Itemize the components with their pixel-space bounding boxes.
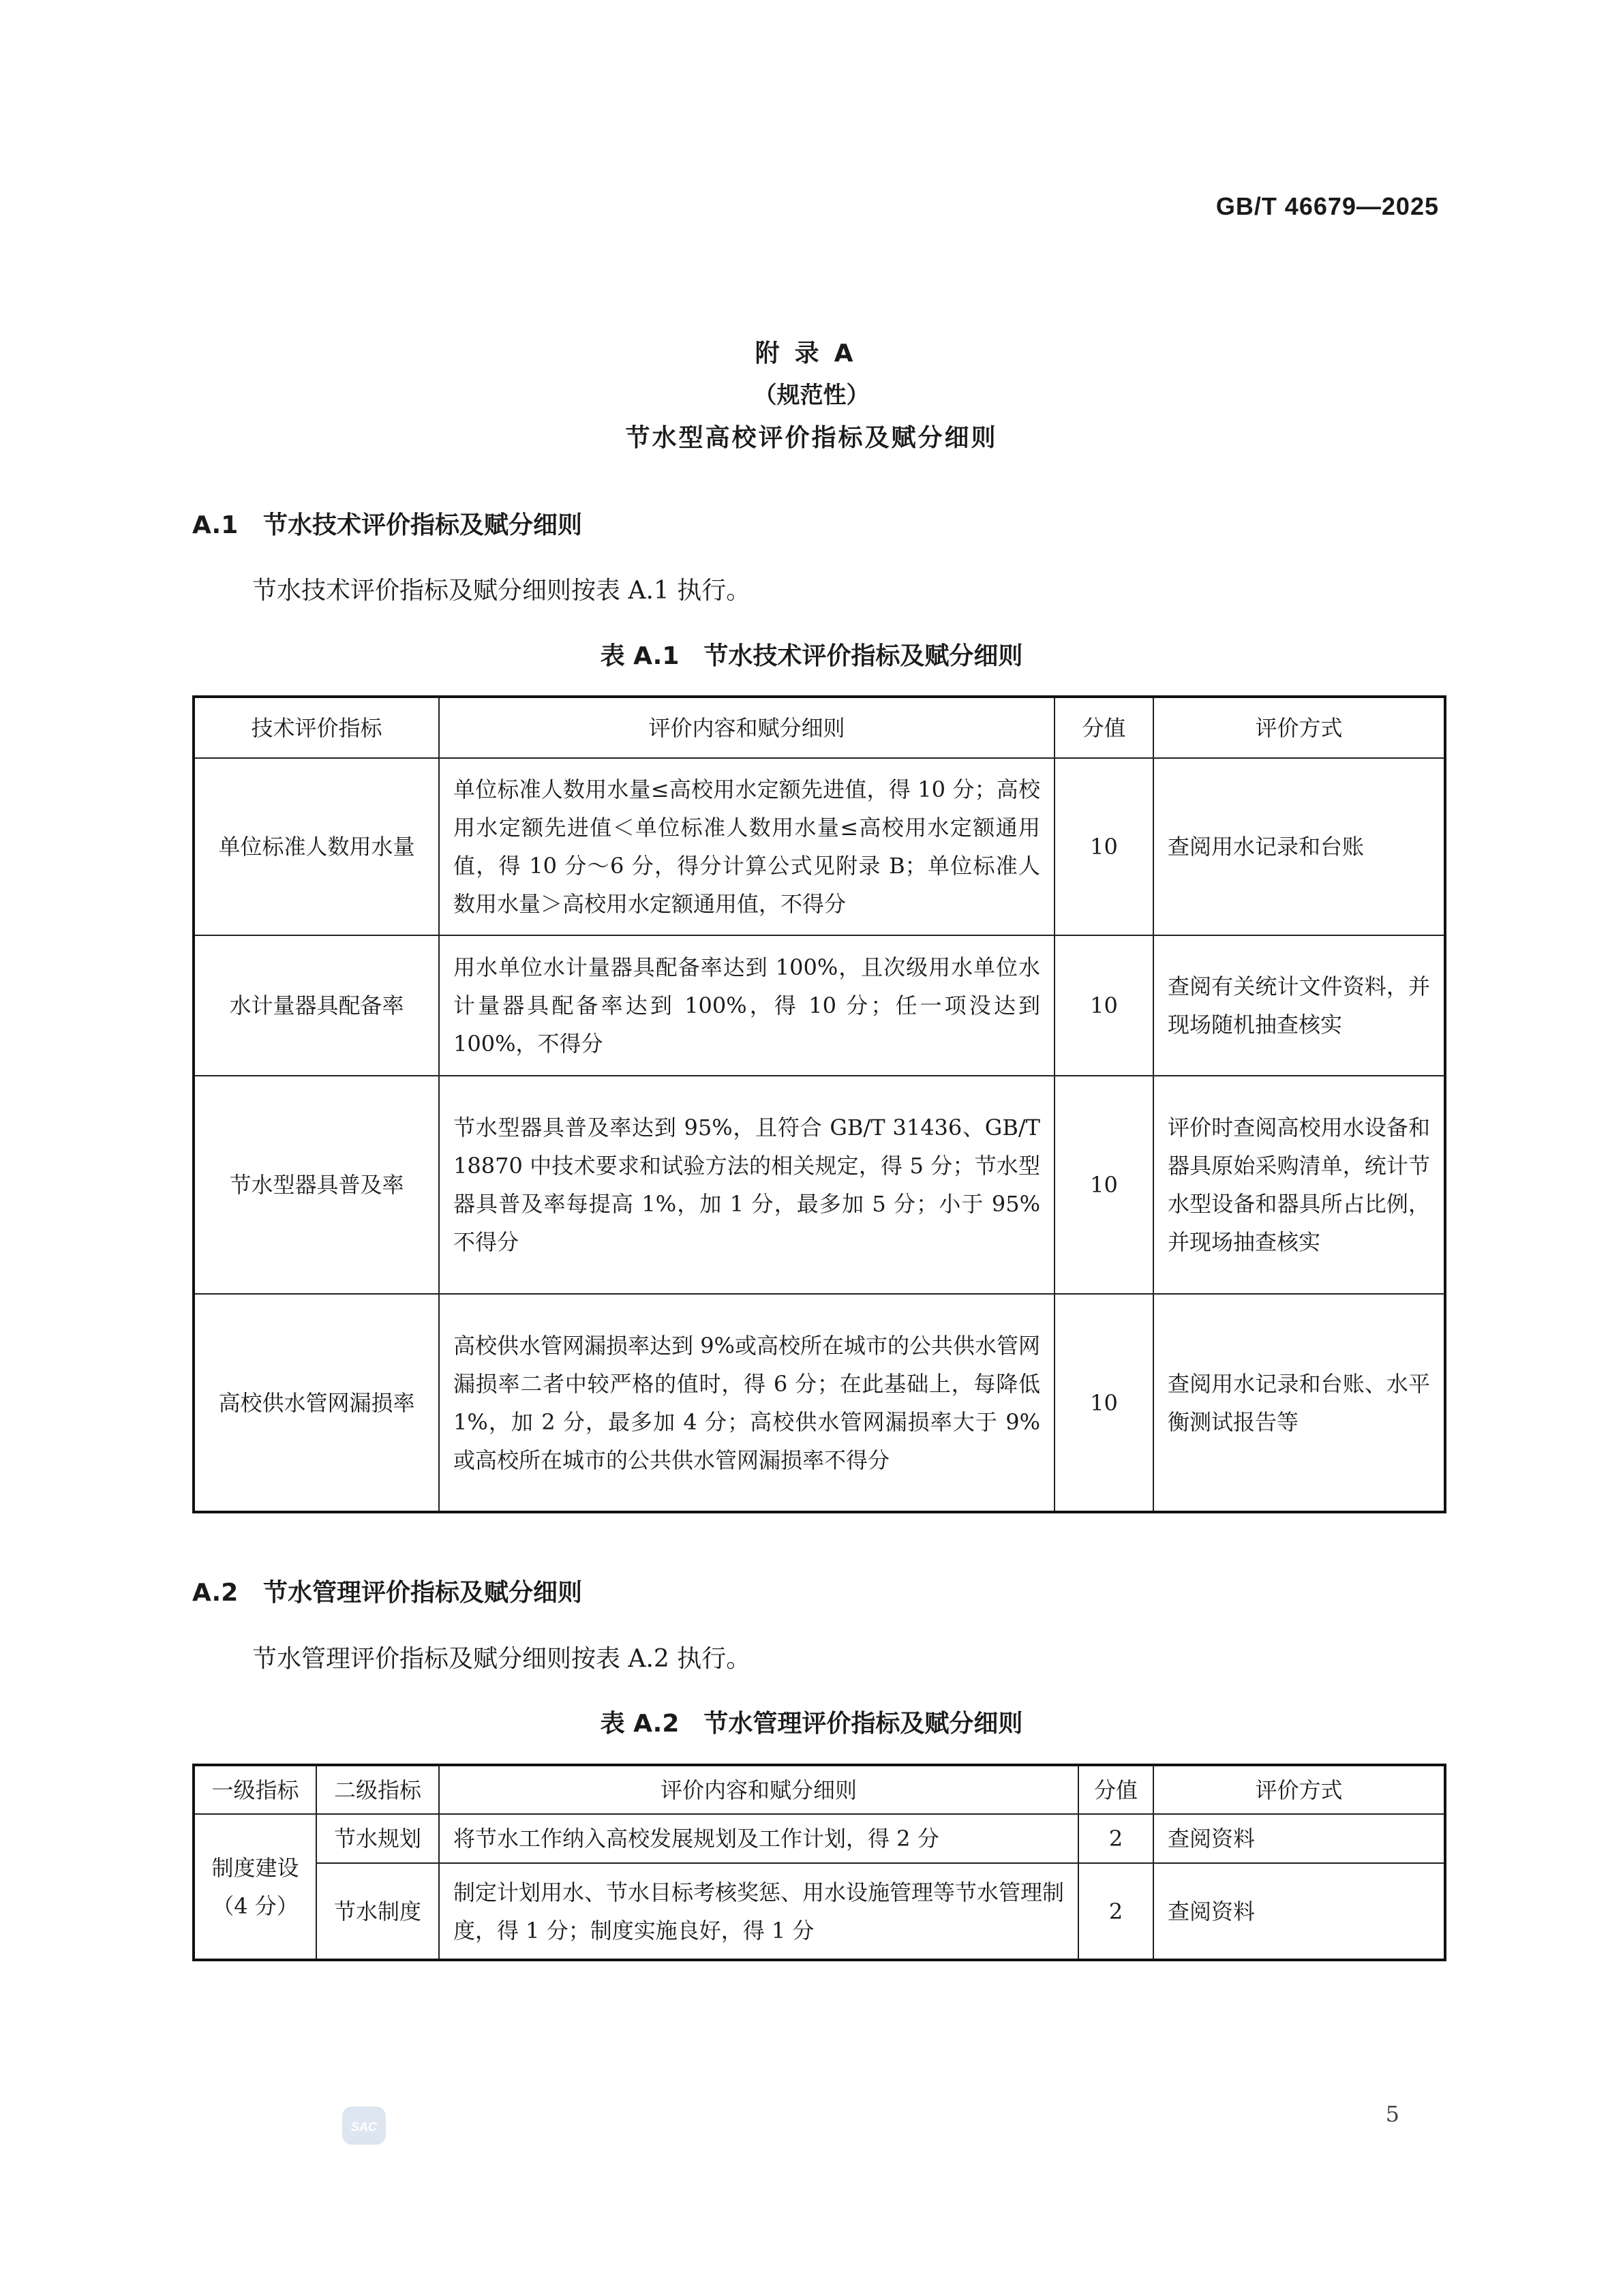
column-header: 评价方式 <box>1153 1765 1445 1814</box>
group-points: （4 分） <box>212 1892 299 1919</box>
section-number: A.2 <box>192 1579 239 1607</box>
group-cell <box>194 1814 316 1960</box>
table-a2 <box>192 1764 1446 1961</box>
table-row <box>194 1294 1445 1512</box>
logo-text: SAC <box>350 2120 378 2134</box>
section-a1-paragraph: 节水技术评价指标及赋分细则按表 A.1 执行。 <box>252 577 751 605</box>
level2-cell: 节水规划 <box>316 1814 439 1863</box>
indicator-cell: 单位标准人数用水量 <box>194 758 439 935</box>
indicator-cell: 高校供水管网漏损率 <box>194 1294 439 1512</box>
content-cell: 单位标准人数用水量≤高校用水定额先进值，得 10 分；高校用水定额先进值＜单位标准人数用水量≤高校用水定额通用值，得 10 分～6 分，得分计算公式见附录 B；单位标准人数用水量＞高校用水定额通用值，不得分 <box>439 758 1055 935</box>
score-cell: 2 <box>1078 1814 1153 1863</box>
score-cell: 10 <box>1055 1076 1153 1294</box>
page-number: 5 <box>1385 2101 1399 2127</box>
method-cell: 查阅有关统计文件资料，并现场随机抽查核实 <box>1153 935 1445 1076</box>
column-header: 评价内容和赋分细则 <box>439 697 1055 758</box>
column-header: 二级指标 <box>316 1765 439 1814</box>
section-a2-paragraph: 节水管理评价指标及赋分细则按表 A.2 执行。 <box>252 1645 751 1673</box>
table-a1-caption: 表 A.1 节水技术评价指标及赋分细则 <box>600 642 1023 670</box>
score-cell: 10 <box>1055 935 1153 1076</box>
column-header: 评价方式 <box>1153 697 1445 758</box>
score-cell: 10 <box>1055 1294 1153 1512</box>
table-header-row <box>194 697 1445 758</box>
group-name: 制度建设 <box>211 1854 299 1881</box>
method-cell: 查阅资料 <box>1153 1863 1445 1960</box>
section-title: 节水技术评价指标及赋分细则 <box>263 511 583 539</box>
method-cell: 查阅资料 <box>1153 1814 1445 1863</box>
method-cell: 评价时查阅高校用水设备和器具原始采购清单，统计节水型设备和器具所占比例，并现场抽查核实 <box>1153 1076 1445 1294</box>
content-cell: 制定计划用水、节水目标考核奖惩、用水设施管理等节水管理制度，得 1 分；制度实施良好，得 1 分 <box>439 1863 1078 1960</box>
method-cell: 查阅用水记录和台账、水平衡测试报告等 <box>1153 1294 1445 1512</box>
column-header: 分值 <box>1055 697 1153 758</box>
table-a1 <box>192 695 1446 1513</box>
indicator-cell: 水计量器具配备率 <box>194 935 439 1076</box>
score-cell: 2 <box>1078 1863 1153 1960</box>
table-a2-caption: 表 A.2 节水管理评价指标及赋分细则 <box>600 1710 1023 1738</box>
content-cell: 节水型器具普及率达到 95%，且符合 GB/T 31436、GB/T 18870 中技术要求和试验方法的相关规定，得 5 分；节水型器具普及率每提高 1%，加 1 分，最多加 5 分；小于 95%不得分 <box>439 1076 1055 1294</box>
column-header: 一级指标 <box>194 1765 316 1814</box>
content-cell: 高校供水管网漏损率达到 9%或高校所在城市的公共供水管网漏损率二者中较严格的值时，得 6 分；在此基础上，每降低 1%，加 2 分，最多加 4 分；高校供水管网漏损率大于 9%或高校所在城市的公共供水管网漏损率不得分 <box>439 1294 1055 1512</box>
column-header: 技术评价指标 <box>194 697 439 758</box>
standard-number: GB/T 46679—2025 <box>1215 192 1439 220</box>
table-header-row <box>194 1765 1445 1814</box>
score-cell: 10 <box>1055 758 1153 935</box>
table-row <box>194 935 1445 1076</box>
content-cell: 将节水工作纳入高校发展规划及工作计划，得 2 分 <box>439 1814 1078 1863</box>
appendix-name: 节水型高校评价指标及赋分细则 <box>625 424 998 452</box>
appendix-type: （规范性） <box>753 382 870 409</box>
level2-cell: 节水制度 <box>316 1863 439 1960</box>
column-header: 分值 <box>1078 1765 1153 1814</box>
table-row <box>194 1814 1445 1863</box>
method-cell: 查阅用水记录和台账 <box>1153 758 1445 935</box>
content-cell: 用水单位水计量器具配备率达到 100%，且次级用水单位水计量器具配备率达到 100%，得 10 分；任一项没达到 100%，不得分 <box>439 935 1055 1076</box>
table-row <box>194 758 1445 935</box>
section-number: A.1 <box>192 511 239 539</box>
table-row <box>194 1863 1445 1960</box>
sac-logo <box>341 2105 387 2146</box>
section-title: 节水管理评价指标及赋分细则 <box>263 1579 583 1607</box>
appendix-title: 附录A <box>755 339 868 367</box>
indicator-cell: 节水型器具普及率 <box>194 1076 439 1294</box>
section-a1-heading <box>192 506 582 541</box>
column-header: 评价内容和赋分细则 <box>439 1765 1078 1814</box>
table-row <box>194 1076 1445 1294</box>
section-a2-heading <box>192 1573 582 1608</box>
